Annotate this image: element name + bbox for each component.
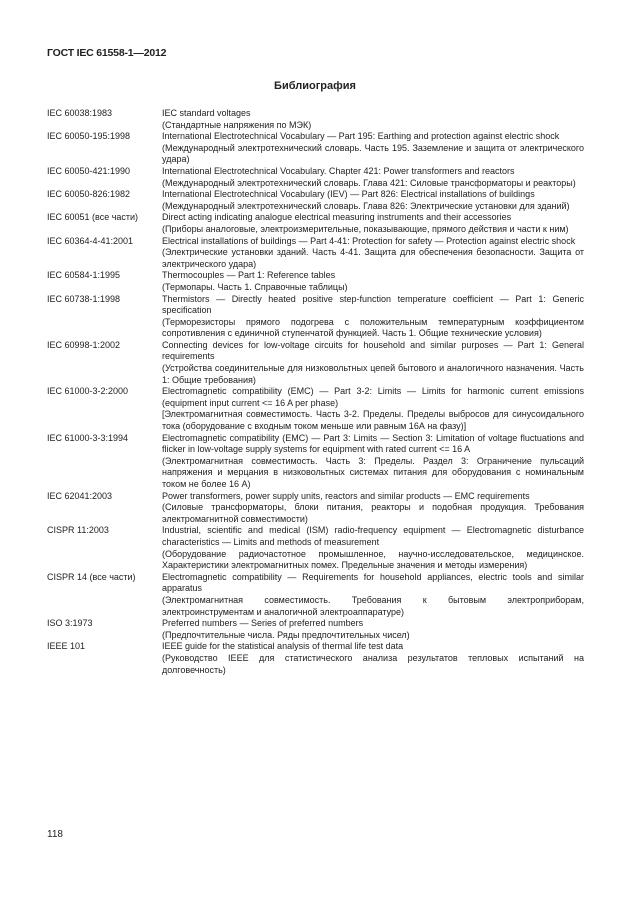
entry-title: Connecting devices for low-voltage circuits for household and similar purposes — Part 1: General requirements bbox=[162, 339, 584, 362]
bibliography-entry bbox=[47, 572, 584, 618]
entry-translation: (Устройства соединительные для низковольтных цепей бытового и аналогичного назначения. Часть 1: Общие требования) bbox=[162, 363, 584, 385]
entry-description bbox=[162, 618, 584, 641]
entry-description bbox=[162, 236, 584, 271]
entry-reference: IEC 61000-3-3:1994 bbox=[47, 432, 129, 443]
entry-reference: CISPR 14 (все части) bbox=[47, 571, 136, 582]
bibliography-entry bbox=[47, 189, 584, 212]
entry-translation: (Электромагнитная совместимость. Часть 3: Пределы. Раздел 3: Ограничение пульсаций напряжения и мерцания в низковольтных системах питания для оборудования с номинальным током не более 16 А) bbox=[162, 455, 584, 489]
bibliography-entry bbox=[47, 491, 584, 526]
entry-title: IEEE guide for the statistical analysis of thermal life test data bbox=[162, 641, 404, 652]
bibliography-list bbox=[47, 108, 584, 676]
entry-title: Electromagnetic compatibility (EMC) — Part 3: Limits — Section 3: Limitation of voltage fluctuations and flicker in low-voltage supply systems for equipment with rated current <= 16 A bbox=[162, 432, 584, 455]
entry-title: Electrical installations of buildings — Part 4-41: Protection for safety — Protection against electric shock bbox=[162, 235, 576, 246]
entry-translation: (Стандартные напряжения по МЭК) bbox=[162, 119, 312, 130]
entry-reference: IEC 60050-195:1998 bbox=[47, 131, 131, 142]
entry-translation: (Термопары. Часть 1. Справочные таблицы) bbox=[162, 281, 348, 292]
entry-description bbox=[162, 491, 584, 526]
bibliography-entry bbox=[47, 340, 584, 386]
bibliography-entry bbox=[47, 131, 584, 166]
document-header: ГОСТ IEC 61558-1—2012 bbox=[47, 47, 167, 59]
entry-translation: (Международный электротехнический словарь. Глава 421: Силовые трансформаторы и реакторы) bbox=[162, 177, 576, 188]
entry-reference: IEC 60998-1:2002 bbox=[47, 339, 121, 350]
entry-description bbox=[162, 294, 584, 340]
entry-description bbox=[162, 166, 584, 189]
entry-translation: [Электромагнитная совместимость. Часть 3-2. Пределы. Пределы выбросов для синусоидального тока (оборудование с входным током меньше или равным 16А на фазу)] bbox=[162, 409, 584, 432]
entry-reference: IEC 60050-826:1982 bbox=[47, 189, 131, 200]
entry-reference: IEC 60038:1983 bbox=[47, 108, 113, 118]
entry-reference: IEC 62041:2003 bbox=[47, 490, 113, 501]
entry-translation: (Силовые трансформаторы, блоки питания, реакторы и подобная продукция. Требования электромагнитной совместимости) bbox=[162, 502, 584, 524]
entry-title: Electromagnetic compatibility — Requirements for household appliances, electric tools and similar apparatus bbox=[162, 571, 584, 594]
entry-reference: CISPR 11:2003 bbox=[47, 525, 109, 536]
entry-description bbox=[162, 270, 584, 293]
entry-reference: IEC 61000-3-2:2000 bbox=[47, 386, 129, 397]
bibliography-entry bbox=[47, 212, 584, 235]
entry-title: International Electrotechnical Vocabulary. Chapter 421: Power transformers and reactors bbox=[162, 165, 515, 176]
page-number: 118 bbox=[47, 829, 63, 840]
entry-translation: (Терморезисторы прямого подогрева с положительным температурным коэффициентом сопротивления с единичной ступенчатой функцией. Часть 1. Общие технические условия) bbox=[162, 316, 584, 339]
entry-description bbox=[162, 572, 584, 618]
entry-description bbox=[162, 189, 584, 212]
entry-reference: IEC 60051 (все части) bbox=[47, 212, 139, 223]
entry-description bbox=[162, 108, 584, 131]
bibliography-title: Библиография bbox=[274, 80, 356, 92]
entry-translation: (Международный электротехнический словарь. Часть 195. Заземление и защита от электрического удара) bbox=[162, 142, 584, 165]
entry-reference: IEC 60738-1:1998 bbox=[47, 293, 121, 304]
entry-translation: (Электромагнитная совместимость. Требования к бытовым электроприборам, электроинструментам и аналогичной электроаппаратуре) bbox=[162, 594, 584, 617]
entry-title: Power transformers, power supply units, reactors and similar products — EMC requirements bbox=[162, 490, 530, 501]
bibliography-entry bbox=[47, 618, 584, 641]
entry-reference: IEC 60364-4-41:2001 bbox=[47, 235, 134, 246]
entry-description bbox=[162, 131, 584, 166]
entry-description bbox=[162, 433, 584, 491]
entry-reference: IEEE 101 bbox=[47, 641, 86, 652]
entry-description bbox=[162, 386, 584, 432]
entry-translation: (Приборы аналоговые, электроизмерительные, показывающие, прямого действия и части к ним) bbox=[162, 223, 569, 234]
bibliography-entry bbox=[47, 108, 584, 131]
entry-title: Electromagnetic compatibility (EMC) — Part 3-2: Limits — Limits for harmonic current emissions (equipment input current <= 16 A per phase) bbox=[162, 386, 584, 408]
entry-description bbox=[162, 641, 584, 676]
entry-description bbox=[162, 212, 584, 235]
entry-title: International Electrotechnical Vocabulary — Part 195: Earthing and protection against electric shock bbox=[162, 131, 560, 142]
entry-translation: (Электрические установки зданий. Часть 4-41. Защита для обеспечения безопасности. Защита от электрического удара) bbox=[162, 247, 584, 269]
bibliography-entry bbox=[47, 294, 584, 340]
entry-title: Thermistors — Directly heated positive step-function temperature coefficient — Part 1: Generic specification bbox=[162, 293, 584, 316]
entry-title: Industrial, scientific and medical (ISM) radio-frequency equipment — Electromagnetic disturbance characteristics — Limits and methods of measurement bbox=[162, 525, 584, 547]
entry-translation: (Международный электротехнический словарь. Глава 826: Электрические установки для зданий) bbox=[162, 200, 570, 211]
bibliography-entry bbox=[47, 386, 584, 432]
bibliography-entry bbox=[47, 270, 584, 293]
entry-title: Direct acting indicating analogue electrical measuring instruments and their accessories bbox=[162, 212, 512, 223]
entry-reference: IEC 60584-1:1995 bbox=[47, 270, 121, 281]
bibliography-entry bbox=[47, 641, 584, 676]
entry-reference: ISO 3:1973 bbox=[47, 618, 93, 629]
bibliography-entry bbox=[47, 236, 584, 271]
bibliography-entry bbox=[47, 166, 584, 189]
entry-description bbox=[162, 340, 584, 386]
bibliography-entry bbox=[47, 525, 584, 571]
entry-title: Preferred numbers — Series of preferred numbers bbox=[162, 618, 364, 629]
entry-title: International Electrotechnical Vocabulary (IEV) — Part 826: Electrical installations of buildings bbox=[162, 189, 535, 200]
entry-title: Thermocouples — Part 1: Reference tables bbox=[162, 270, 336, 281]
entry-translation: (Оборудование радиочастотное промышленное, научно-исследовательское, медицинское. Характеристики электромагнитных помех. Предельные значения и методы измерения) bbox=[162, 548, 584, 571]
bibliography-entry bbox=[47, 433, 584, 491]
entry-reference: IEC 60050-421:1990 bbox=[47, 165, 131, 176]
entry-title: IEC standard voltages bbox=[162, 108, 251, 118]
entry-description bbox=[162, 525, 584, 571]
entry-translation: (Предпочтительные числа. Ряды предпочтительных чисел) bbox=[162, 629, 410, 640]
entry-translation: (Руководство IEEE для статистического анализа результатов тепловых испытаний на долговечность) bbox=[162, 652, 584, 675]
